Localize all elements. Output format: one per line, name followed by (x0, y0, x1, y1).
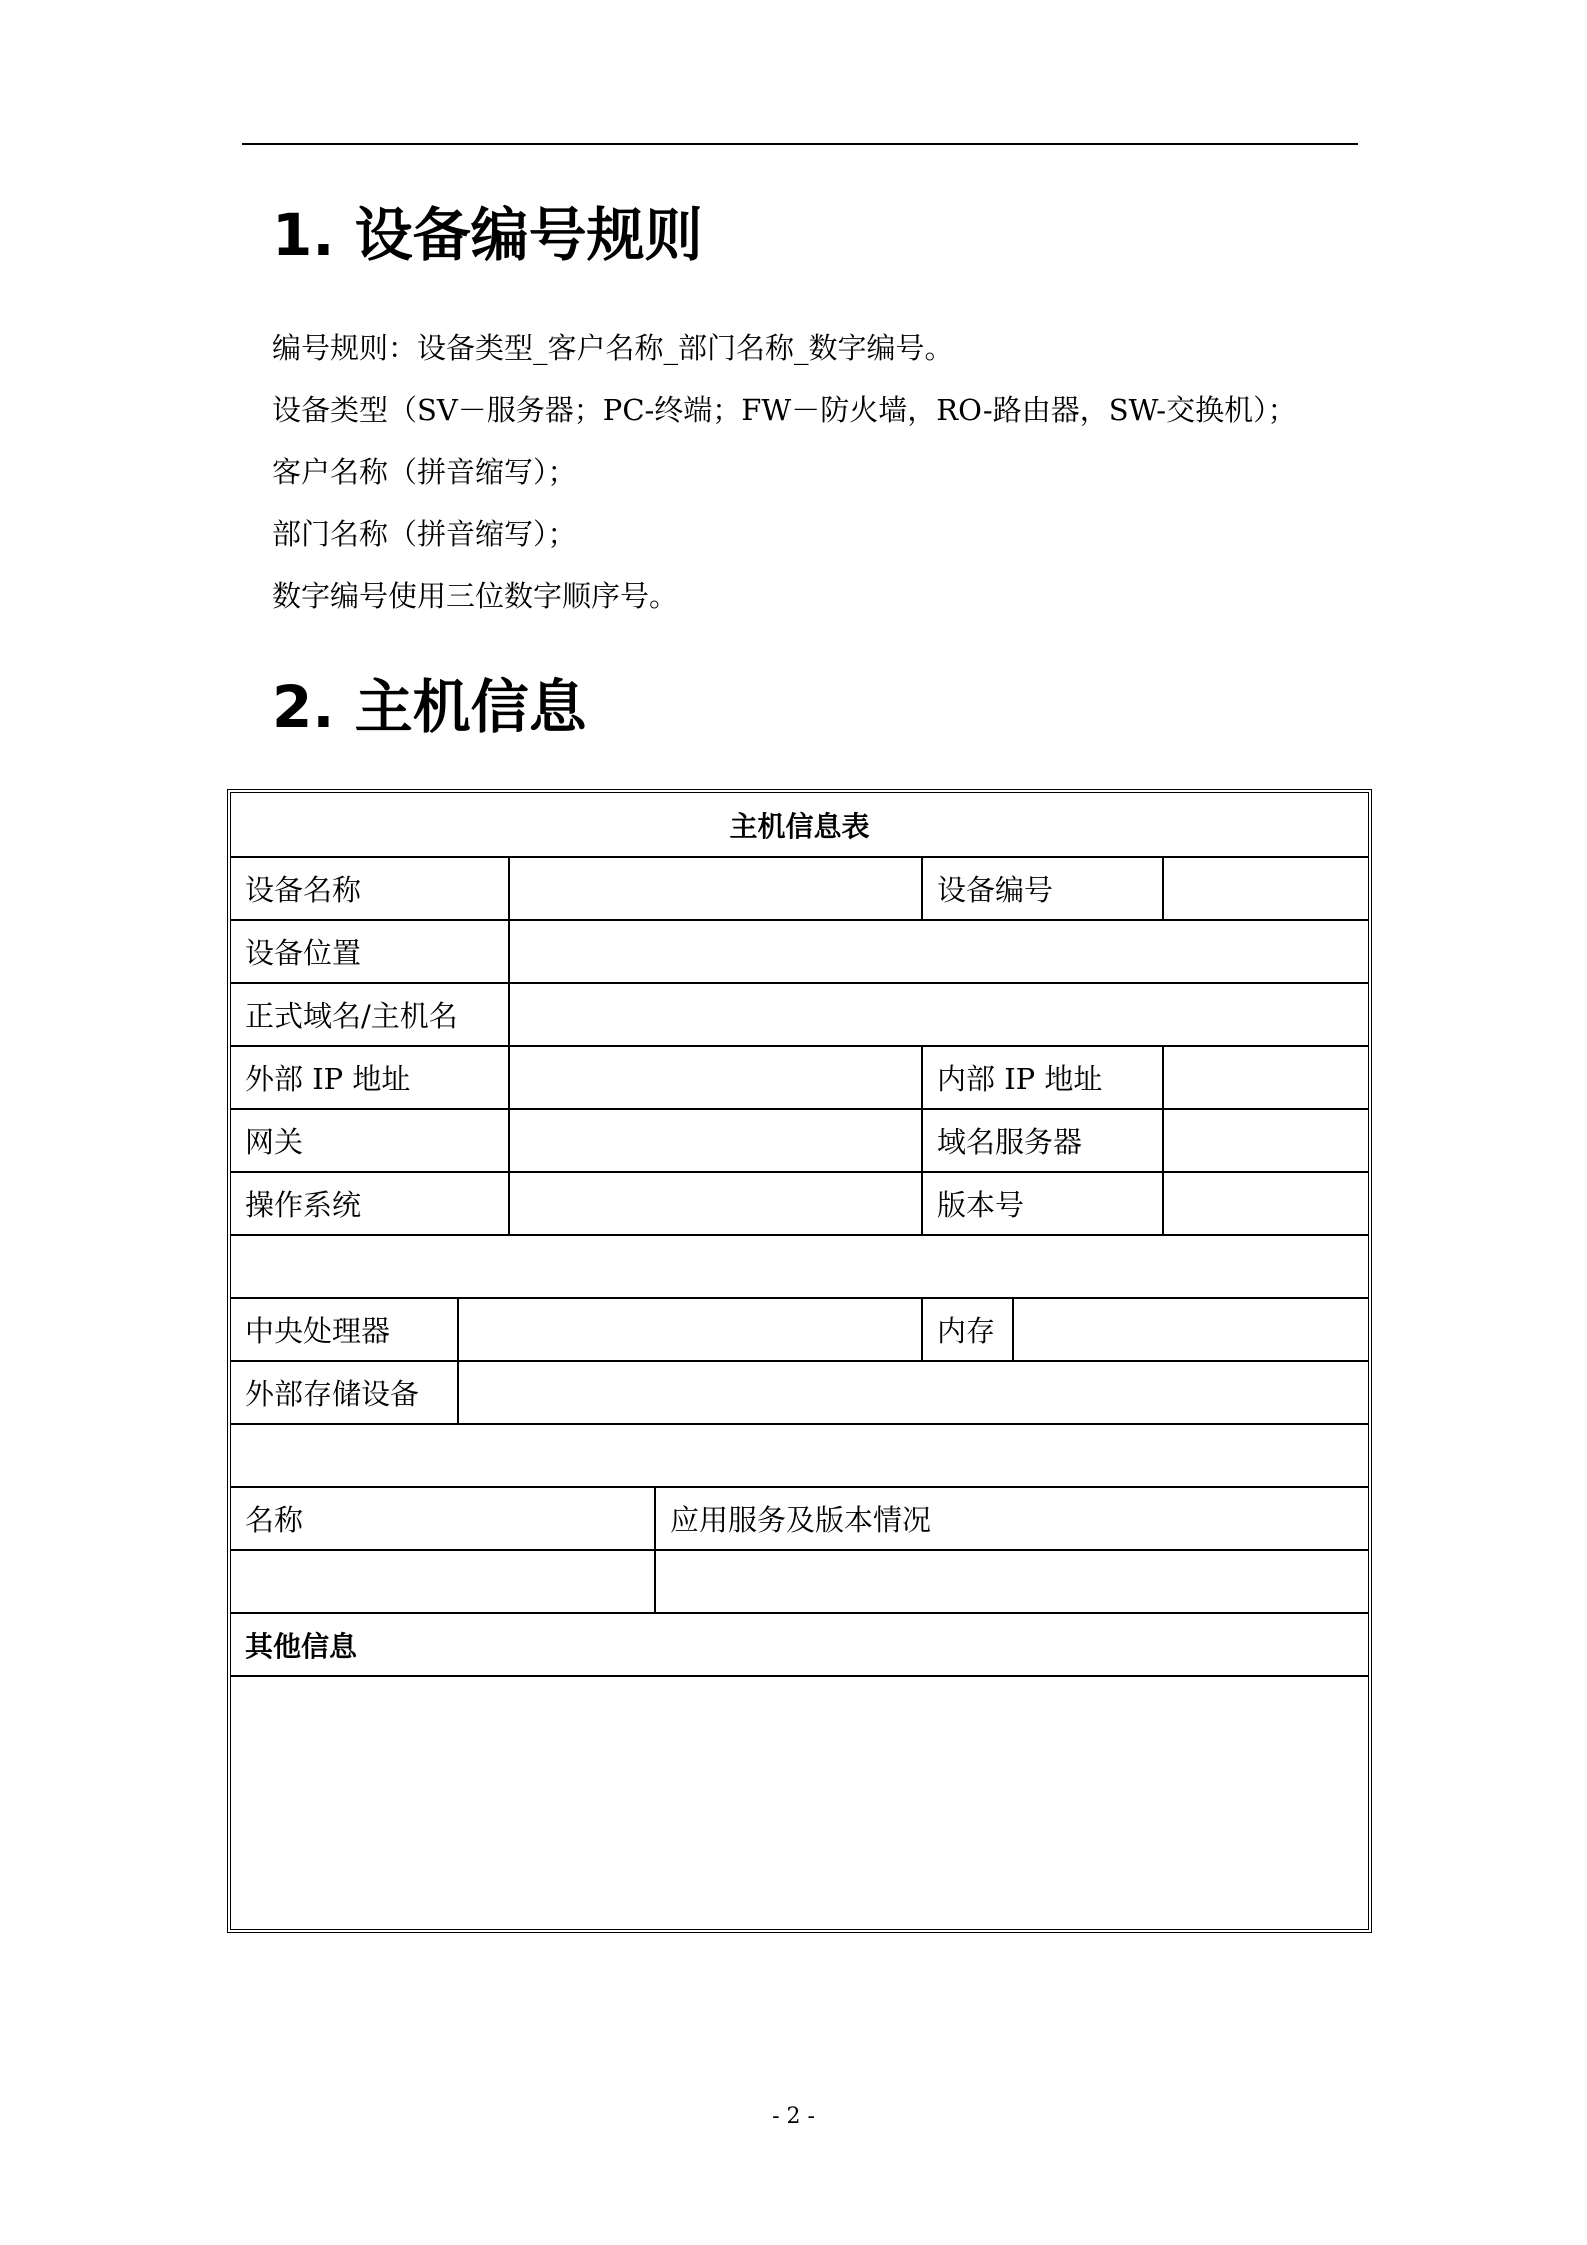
field-hostname[interactable] (509, 983, 1368, 1046)
label-other-info: 其他信息 (231, 1613, 1368, 1676)
field-version[interactable] (1163, 1172, 1368, 1235)
field-cpu[interactable] (458, 1298, 922, 1361)
header-rule (242, 143, 1358, 145)
blank-row (231, 1424, 1368, 1487)
label-name: 名称 (231, 1487, 655, 1550)
field-storage[interactable] (458, 1361, 1368, 1424)
label-dns: 域名服务器 (922, 1109, 1163, 1172)
rule-line: 客户名称（拼音缩写）； (272, 455, 577, 489)
page-number: - 2 - (772, 2104, 815, 2129)
rule-line: 设备类型（SV－服务器；PC-终端；FW－防火墙，RO-路由器，SW-交换机）； (272, 393, 1297, 427)
field-int-ip[interactable] (1163, 1046, 1368, 1109)
table-title: 主机信息表 (231, 793, 1368, 857)
label-services: 应用服务及版本情况 (655, 1487, 1368, 1550)
label-device-name: 设备名称 (231, 857, 509, 920)
field-services[interactable] (655, 1550, 1368, 1613)
label-ext-ip: 外部 IP 地址 (231, 1046, 509, 1109)
field-os[interactable] (509, 1172, 922, 1235)
field-name[interactable] (231, 1550, 655, 1613)
label-hostname: 正式域名/主机名 (231, 983, 509, 1046)
section-heading-2: 2. 主机信息 (272, 673, 587, 741)
field-gateway[interactable] (509, 1109, 922, 1172)
rule-line: 编号规则：设备类型_客户名称_部门名称_数字编号。 (272, 331, 954, 365)
label-version: 版本号 (922, 1172, 1163, 1235)
section-heading-1: 1. 设备编号规则 (272, 201, 703, 269)
host-info-table (227, 789, 1372, 1933)
field-ext-ip[interactable] (509, 1046, 922, 1109)
field-memory[interactable] (1013, 1298, 1368, 1361)
label-os: 操作系统 (231, 1172, 509, 1235)
blank-row (231, 1235, 1368, 1298)
field-other-info[interactable] (231, 1676, 1368, 1929)
field-location[interactable] (509, 920, 1368, 983)
label-device-id: 设备编号 (922, 857, 1163, 920)
field-device-id[interactable] (1163, 857, 1368, 920)
label-location: 设备位置 (231, 920, 509, 983)
label-cpu: 中央处理器 (231, 1298, 458, 1361)
rule-line: 部门名称（拼音缩写）； (272, 517, 577, 551)
field-dns[interactable] (1163, 1109, 1368, 1172)
label-storage: 外部存储设备 (231, 1361, 458, 1424)
label-memory: 内存 (922, 1298, 1013, 1361)
rule-line: 数字编号使用三位数字顺序号。 (272, 579, 679, 613)
label-gateway: 网关 (231, 1109, 509, 1172)
label-int-ip: 内部 IP 地址 (922, 1046, 1163, 1109)
field-device-name[interactable] (509, 857, 922, 920)
